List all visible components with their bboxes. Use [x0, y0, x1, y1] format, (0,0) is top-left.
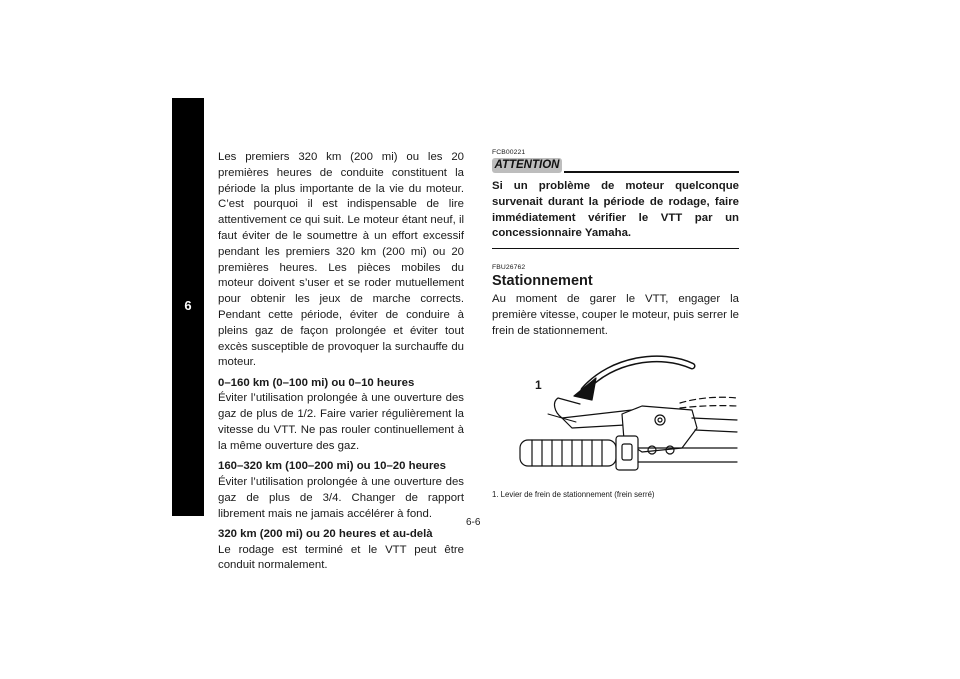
attention-code: FCB00221	[492, 149, 526, 156]
chapter-tab	[172, 98, 204, 516]
section-title: Stationnement	[492, 273, 593, 290]
break-in-heading-1: 0–160 km (0–100 mi) ou 0–10 heures	[218, 376, 415, 389]
page-number: 6-6	[466, 517, 481, 528]
break-in-text-1: Éviter l’utilisation prolongée à une ouverture des gaz de plus de 1/2. Faire varier régulièrement la vitesse du VTT. Ne pas rouler continuellement à la même ouverture des gaz.	[218, 392, 464, 452]
attention-badge: ATTENTION	[492, 158, 562, 173]
parking-brake-lever-drawing	[492, 348, 739, 488]
left-column	[218, 150, 464, 574]
attention-header	[492, 158, 739, 175]
figure-callout-number: 1	[535, 377, 542, 392]
attention-top-rule	[564, 171, 739, 173]
right-column	[492, 148, 739, 500]
break-in-heading-3: 320 km (200 mi) ou 20 heures et au-delà	[218, 527, 433, 540]
intro-paragraph: Les premiers 320 km (200 mi) ou les 20 premières heures de conduite constituent la période la plus importante de la vie du moteur. C’est pourquoi il est indispensable de lire attentivement ce qui suit. Le moteur étant neuf, il faut éviter de le soumettre à un effort excessif pendant les premiers 320 km (200 mi) ou 20 premières heures. Les pièces mobiles du moteur doivent s’user et se roder mutuellement pour obtenir les jeux de marche corrects. Pendant cette période, éviter de conduire à pleins gaz de façon prolongée et éviter tout excès susceptible de provoquer la surchauffe du moteur.	[218, 151, 464, 369]
parking-brake-illustration	[492, 348, 739, 488]
attention-text: Si un problème de moteur quelconque survenait durant la période de rodage, faire immédiatement vérifier le VTT par un concessionnaire Yamaha.	[492, 180, 739, 240]
section-body: Au moment de garer le VTT, engager la première vitesse, couper le moteur, puis serrer le frein de stationnement.	[492, 293, 739, 337]
section-code: FBU26762	[492, 264, 526, 272]
break-in-text-3: Le rodage est terminé et le VTT peut être conduit normalement.	[218, 543, 464, 572]
break-in-text-2: Éviter l’utilisation prolongée à une ouverture des gaz de plus de 3/4. Changer de rapport librement mais ne jamais accélérer à fond.	[218, 475, 464, 520]
attention-bottom-rule	[492, 248, 739, 249]
break-in-heading-2: 160–320 km (100–200 mi) ou 10–20 heures	[218, 460, 446, 473]
figure-caption: 1. Levier de frein de stationnement (frein serré)	[492, 489, 655, 499]
chapter-number: 6	[184, 298, 192, 313]
